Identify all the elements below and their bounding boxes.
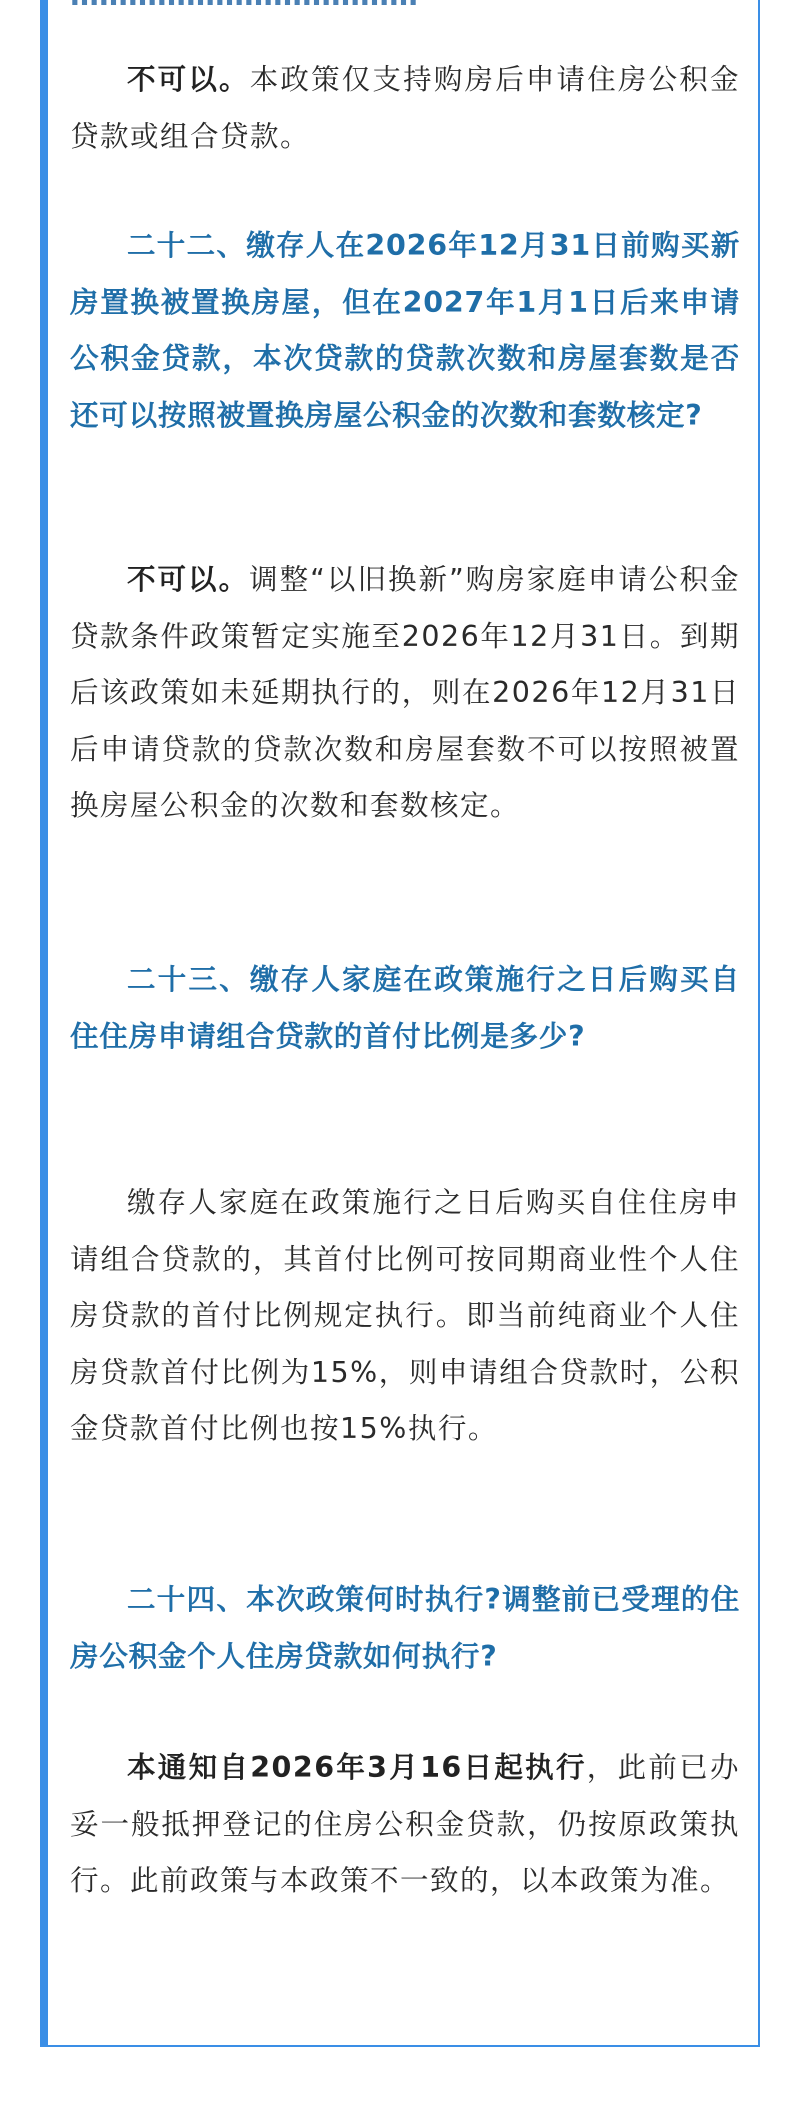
- answer-22-lead: 不可以。: [127, 563, 250, 596]
- answer-23: [70, 1175, 740, 1458]
- answer-23-text: 缴存人家庭在政策施行之日后购买自住住房申请组合贷款的，其首付比例可按同期商业性个人住房贷款的首付比例规定执行。即当前纯商业个人住房贷款首付比例为15%，则申请组合贷款时，公积金贷款首付比例也按15%执行。: [70, 1186, 740, 1445]
- question-22: [70, 218, 740, 444]
- answer-22: [70, 552, 740, 835]
- answer-24-text: ，此前已办妥一般抵押登记的住房公积金贷款，仍按原政策执行。此前政策与本政策不一致的，以本政策为准。: [70, 1751, 740, 1897]
- question-22-text: 二十二、缴存人在2026年12月31日前购买新房置换被置换房屋，但在2027年1月1日后来申请公积金贷款，本次贷款的贷款次数和房屋套数是否还可以按照被置换房屋公积金的次数和套数核定?: [70, 229, 740, 432]
- question-24: [70, 1572, 740, 1685]
- answer-21-text: 本政策仅支持购房后申请住房公积金贷款或组合贷款。: [70, 63, 740, 153]
- question-23: [70, 952, 740, 1065]
- answer-22-text: 调整“以旧换新”购房家庭申请公积金贷款条件政策暂定实施至2026年12月31日。到期后该政策如未延期执行的，则在2026年12月31日后申请贷款的贷款次数和房屋套数不可以按照被置换房屋公积金的次数和套数核定。: [70, 563, 740, 822]
- answer-21-lead: 不可以。: [127, 63, 250, 96]
- answer-21: [70, 52, 740, 165]
- cut-off-heading-fragment: [70, 0, 418, 12]
- question-23-text: 二十三、缴存人家庭在政策施行之日后购买自住住房申请组合贷款的首付比例是多少?: [70, 963, 740, 1053]
- answer-24: [70, 1740, 740, 1910]
- question-24-text: 二十四、本次政策何时执行?调整前已受理的住房公积金个人住房贷款如何执行?: [70, 1583, 740, 1673]
- answer-24-lead: 本通知自2026年3月16日起执行: [127, 1751, 587, 1784]
